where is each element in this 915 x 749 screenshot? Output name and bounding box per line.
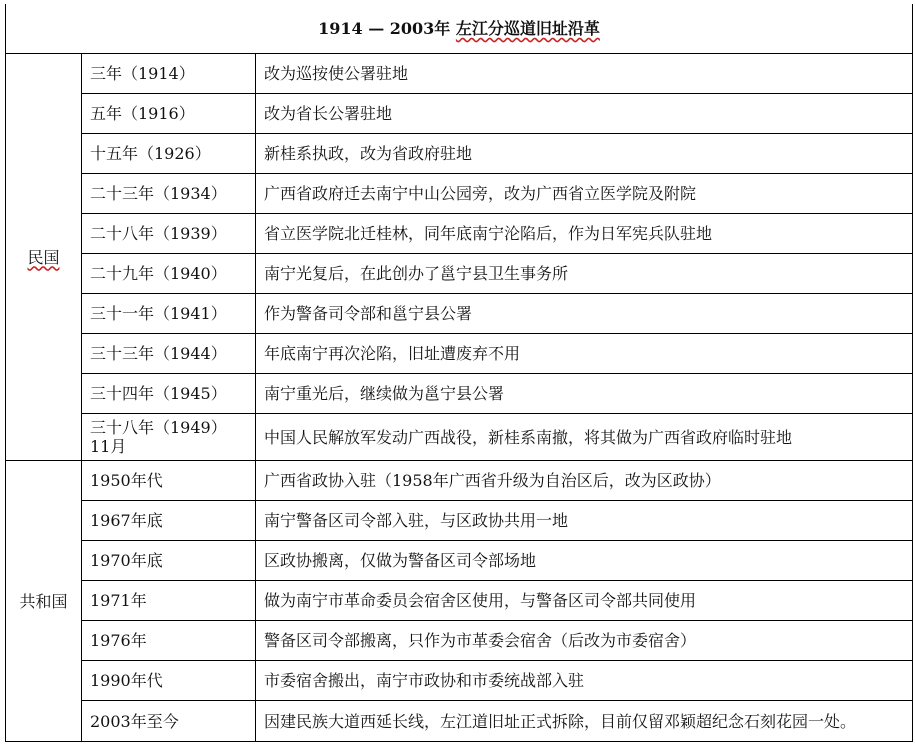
event-cell: 作为警备司令部和邕宁县公署 xyxy=(256,294,913,334)
year-cell: 五年（1916） xyxy=(82,94,256,134)
table-row xyxy=(6,461,913,501)
event-cell: 南宁警备区司令部入驻，与区政协共用一地 xyxy=(256,501,913,541)
year-cell: 三十四年（1945） xyxy=(82,374,256,414)
year-cell: 三十八年（1949）11月 xyxy=(82,414,256,461)
event-cell: 省立医学院北迁桂林，同年底南宁沦陷后，作为日军宪兵队驻地 xyxy=(256,214,913,254)
event-cell: 因建民族大道西延长线，左江道旧址正式拆除，目前仅留邓颖超纪念石刻花园一处。 xyxy=(256,701,913,742)
table-title-prefix: 1914 — 2003年 xyxy=(318,19,456,38)
table-title-main: 左江分巡道旧址沿革 xyxy=(455,19,600,38)
event-cell: 警备区司令部搬离，只作为市革委会宿舍（后改为市委宿舍） xyxy=(256,621,913,661)
year-cell: 1967年底 xyxy=(82,501,256,541)
table-row xyxy=(6,334,913,374)
table-row xyxy=(6,581,913,621)
table-row xyxy=(6,254,913,294)
year-cell: 1990年代 xyxy=(82,661,256,701)
event-cell: 年底南宁再次沦陷，旧址遭废弃不用 xyxy=(256,334,913,374)
event-cell: 广西省政协入驻（1958年广西省升级为自治区后，改为区政协） xyxy=(256,461,913,501)
year-cell: 十五年（1926） xyxy=(82,134,256,174)
table-title xyxy=(6,4,913,54)
event-cell: 中国人民解放军发动广西战役，新桂系南撤，将其做为广西省政府临时驻地 xyxy=(256,414,913,461)
year-cell: 二十三年（1934） xyxy=(82,174,256,214)
history-table xyxy=(5,4,913,742)
table-row xyxy=(6,294,913,334)
table-row xyxy=(6,134,913,174)
table-row xyxy=(6,501,913,541)
year-cell: 三年（1914） xyxy=(82,54,256,94)
year-cell: 二十八年（1939） xyxy=(82,214,256,254)
event-cell: 新桂系执政，改为省政府驻地 xyxy=(256,134,913,174)
table-row xyxy=(6,214,913,254)
event-cell: 改为省长公署驻地 xyxy=(256,94,913,134)
year-cell: 二十九年（1940） xyxy=(82,254,256,294)
year-cell: 三十三年（1944） xyxy=(82,334,256,374)
year-cell: 三十一年（1941） xyxy=(82,294,256,334)
event-cell: 南宁光复后，在此创办了邕宁县卫生事务所 xyxy=(256,254,913,294)
era-cell-minguo xyxy=(6,54,82,461)
year-cell: 2003年至今 xyxy=(82,701,256,742)
table-row xyxy=(6,374,913,414)
event-cell: 广西省政府迁去南宁中山公园旁，改为广西省立医学院及附院 xyxy=(256,174,913,214)
table-row xyxy=(6,701,913,742)
table-row xyxy=(6,541,913,581)
table-row xyxy=(6,661,913,701)
table-row xyxy=(6,174,913,214)
table-row xyxy=(6,414,913,461)
year-cell: 1971年 xyxy=(82,581,256,621)
table-title-row xyxy=(6,4,913,54)
event-cell: 南宁重光后，继续做为邕宁县公署 xyxy=(256,374,913,414)
era-label: 共和国 xyxy=(19,591,68,611)
era-label: 民国 xyxy=(27,247,60,267)
era-cell-gongheguo xyxy=(6,461,82,742)
table-row xyxy=(6,94,913,134)
event-cell: 市委宿舍搬出，南宁市政协和市委统战部入驻 xyxy=(256,661,913,701)
table-row xyxy=(6,621,913,661)
event-cell: 改为巡按使公署驻地 xyxy=(256,54,913,94)
table-row xyxy=(6,54,913,94)
year-cell: 1976年 xyxy=(82,621,256,661)
event-cell: 区政协搬离，仅做为警备区司令部场地 xyxy=(256,541,913,581)
event-cell: 做为南宁市革命委员会宿舍区使用，与警备区司令部共同使用 xyxy=(256,581,913,621)
year-cell: 1970年底 xyxy=(82,541,256,581)
year-cell: 1950年代 xyxy=(82,461,256,501)
